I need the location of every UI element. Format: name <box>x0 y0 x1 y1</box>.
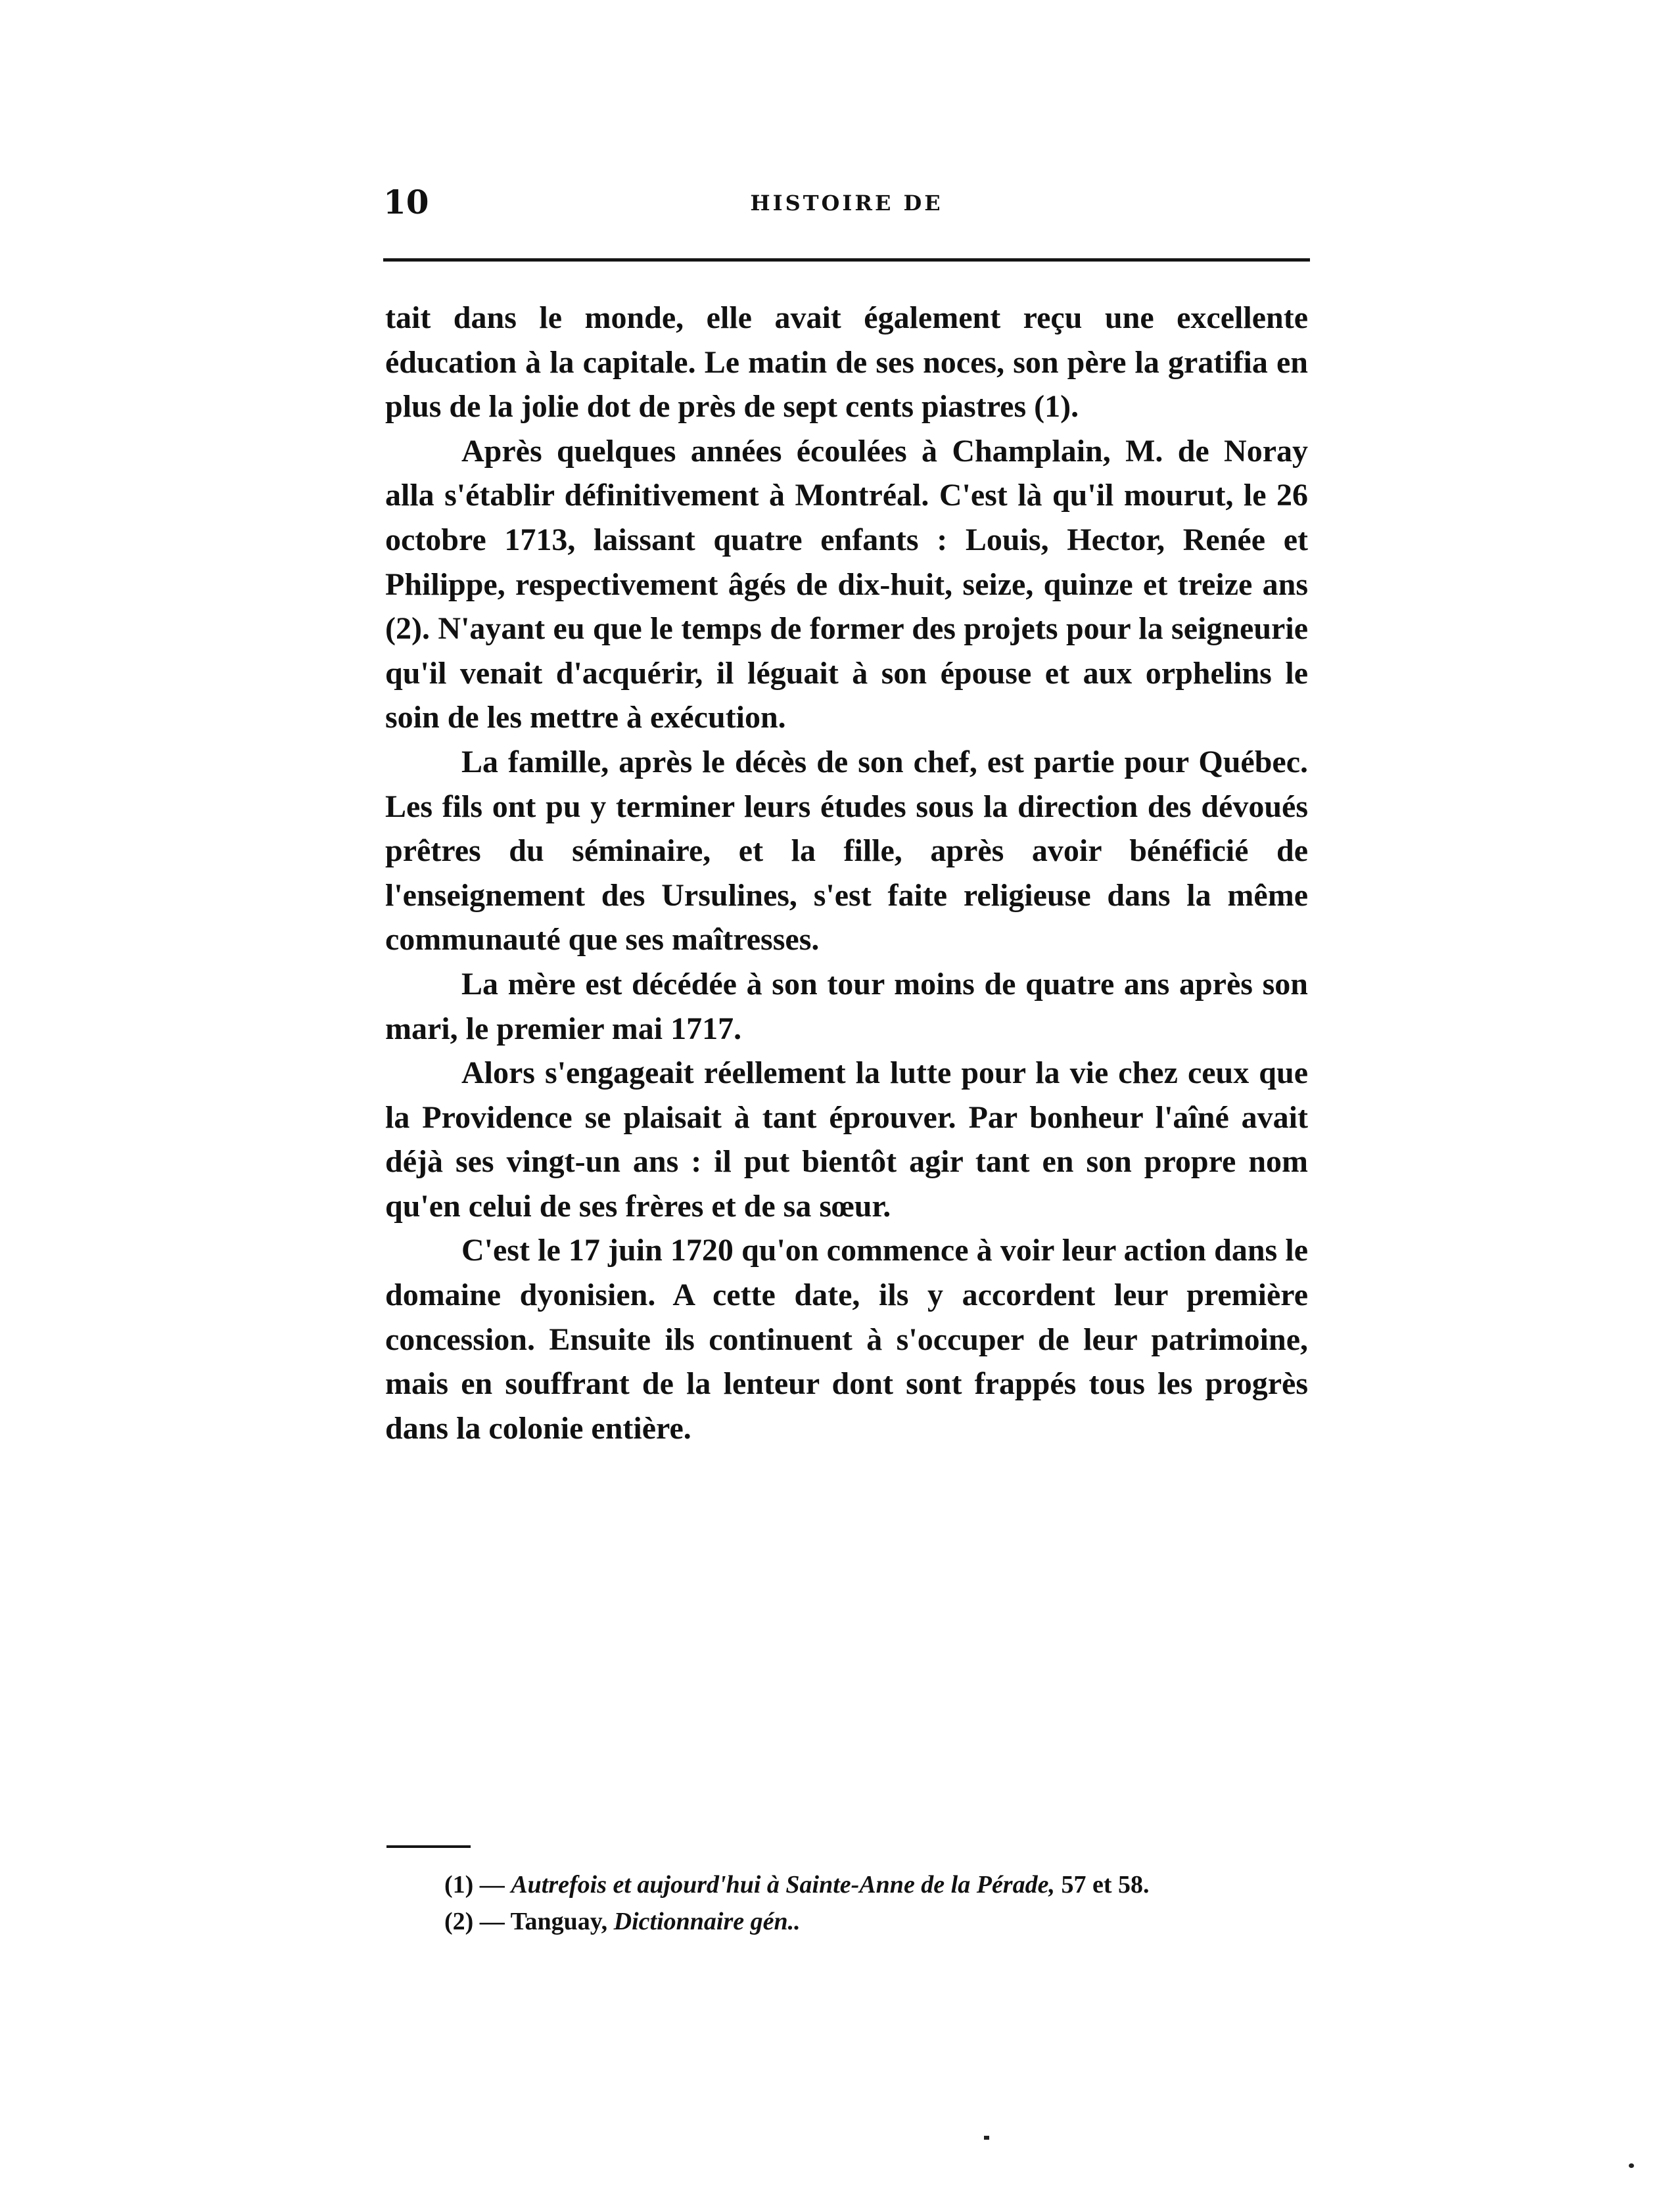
footnote-ref: (1) — <box>444 1871 505 1899</box>
paragraph: Alors s'engageait réellement la lutte pour la vie chez ceux que la Providence se plaisait à tant éprouver. Par bonheur l'aîné avait déjà ses vingt-un ans : il put bientôt agir tant en son propre nom qu'en celui de ses frères et de sa sœur. <box>385 1055 1308 1224</box>
scan-speck <box>984 2136 989 2140</box>
paragraph: La famille, après le décès de son chef, est partie pour Québec. Les fils ont pu y terminer leurs études sous la direction des dévoués prêtres du séminaire, et la fille, après avoir bénéficié de l'enseignement des Ursulines, s'est faite religieuse dans la même communauté que ses maîtresses. <box>385 744 1308 957</box>
footnote-ref: (2) — <box>444 1908 505 1935</box>
scan-speck <box>1629 2163 1634 2168</box>
footnote-rule <box>386 1845 471 1848</box>
paragraph: C'est le 17 juin 1720 qu'on commence à voir leur action dans le domaine dyonisien. A cette date, ils y accordent leur première concession. Ensuite ils continuent à s'occuper de leur patrimoine, mais en souffrant de la lenteur dont sont frappés tous les progrès dans la colonie entière. <box>385 1233 1308 1446</box>
page-number: 10 <box>383 183 429 221</box>
footnote-title: Autrefois et aujourd'hui à Sainte-Anne de la Pérade, <box>511 1871 1055 1899</box>
footnote <box>444 1903 1305 1940</box>
body-text <box>385 296 1308 1450</box>
paragraph: Après quelques années écoulées à Champlain, M. de Noray alla s'établir définitivement à Montréal. C'est là qu'il mourut, le 26 octobre 1713, laissant quatre enfants : Louis, Hector, Renée et Philippe, respectivement âgés de dix-huit, seize, quinze et treize ans (2). N'ayant eu que le temps de former des projets pour la seigneurie qu'il venait d'acquérir, il léguait à son épouse et aux orphelins le soin de les mettre à exécution. <box>385 433 1308 735</box>
footnote-pages: 57 et 58. <box>1054 1871 1150 1899</box>
paragraph: La mère est décédée à son tour moins de quatre ans après son mari, le premier mai 1717. <box>385 966 1308 1046</box>
page-header <box>383 183 1310 229</box>
running-head: HISTOIRE DE <box>750 191 943 216</box>
footnote <box>444 1866 1305 1903</box>
footnote-author: Tanguay, <box>510 1908 608 1935</box>
header-rule <box>383 258 1310 262</box>
footnotes <box>444 1866 1305 1940</box>
paragraph-continued: tait dans le monde, elle avait également reçu une excellente éducation à la capitale. Le matin de ses noces, son père la gratifia en plus de la jolie dot de près de sept cents piastres (1). <box>385 300 1308 425</box>
footnote-title: Dictionnaire gén.. <box>607 1908 801 1935</box>
